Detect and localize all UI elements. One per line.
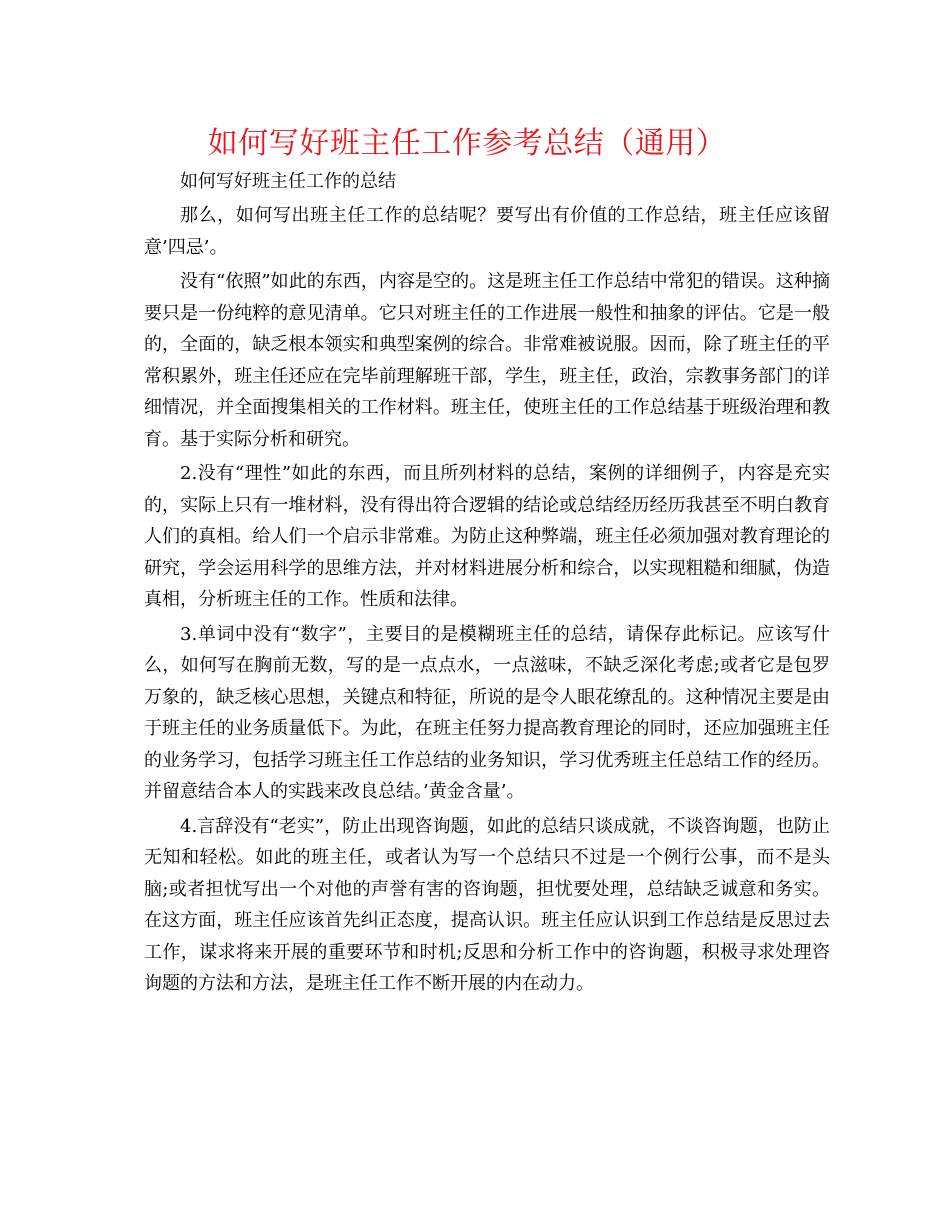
paragraph-3: 3.单词中没有“数字”，主要目的是模糊班主任的总结，请保存此标记。应该写什么，如何写在胸前无数，写的是一点点水，一点滋味，不缺乏深化考虑;或者它是包罗万象的，缺乏核心思想，关键点和特征，所说的是令人眼花缭乱的。这种情况主要是由于班主任的业务质量低下。为此，在班主任努力提高教育理论的同时，还应加强班主任的业务学习，包括学习班主任工作总结的业务知识，学习优秀班主任总结工作的经历。并留意结合本人的实践来改良总结。’黄金含量’。 (144, 623, 830, 802)
document-subtitle: 如何写好班主任工作的总结 (180, 171, 396, 192)
paragraph-4: 4.言辞没有“老实”，防止出现咨询题，如此的总结只谈成就，不谈咨询题，也防止无知和轻松。如此的班主任，或者认为写一个总结只不过是一个例行公事，而不是头脑;或者担忧写出一个对他的声誉有害的咨询题，担忧要处理，总结缺乏诚意和务实。在这方面，班主任应该首先纠正态度，提高认识。班主任应认识到工作总结是反思过去工作，谋求将来开展的重要环节和时机;反思和分析工作中的咨询题，积极寻求处理咨询题的方法和方法，是班主任工作不断开展的内在动力。 (144, 815, 830, 994)
paragraph-2: 2.没有“理性”如此的东西，而且所列材料的总结，案例的详细例子，内容是充实的，实际上只有一堆材料，没有得出符合逻辑的结论或总结经历经历我甚至不明白教育人们的真相。给人们一个启示非常难。为防止这种弊端，班主任必须加强对教育理论的研究，学会运用科学的思维方法，并对材料进展分析和综合，以实现粗糙和细腻，伪造真相，分析班主任的工作。性质和法律。 (144, 463, 830, 610)
paragraph-1: 没有“依照”如此的东西，内容是空的。这是班主任工作总结中常犯的错误。这种摘要只是一份纯粹的意见清单。它只对班主任的工作进展一般性和抽象的评估。它是一般的，全面的，缺乏根本领实和典型案例的综合。非常难被说服。因而，除了班主任的平常积累外，班主任还应在完毕前理解班干部，学生，班主任，政治，宗教事务部门的详细情况，并全面搜集相关的工作材料。班主任，使班主任的工作总结基于班级治理和教育。基于实际分析和研究。 (144, 271, 830, 450)
document-title: 如何写好班主任工作参考总结（通用） (207, 126, 727, 161)
paragraph-intro: 那么，如何写出班主任工作的总结呢？要写出有价值的工作总结，班主任应该留意’四忌’。 (144, 205, 830, 258)
document-body (144, 166, 830, 1003)
